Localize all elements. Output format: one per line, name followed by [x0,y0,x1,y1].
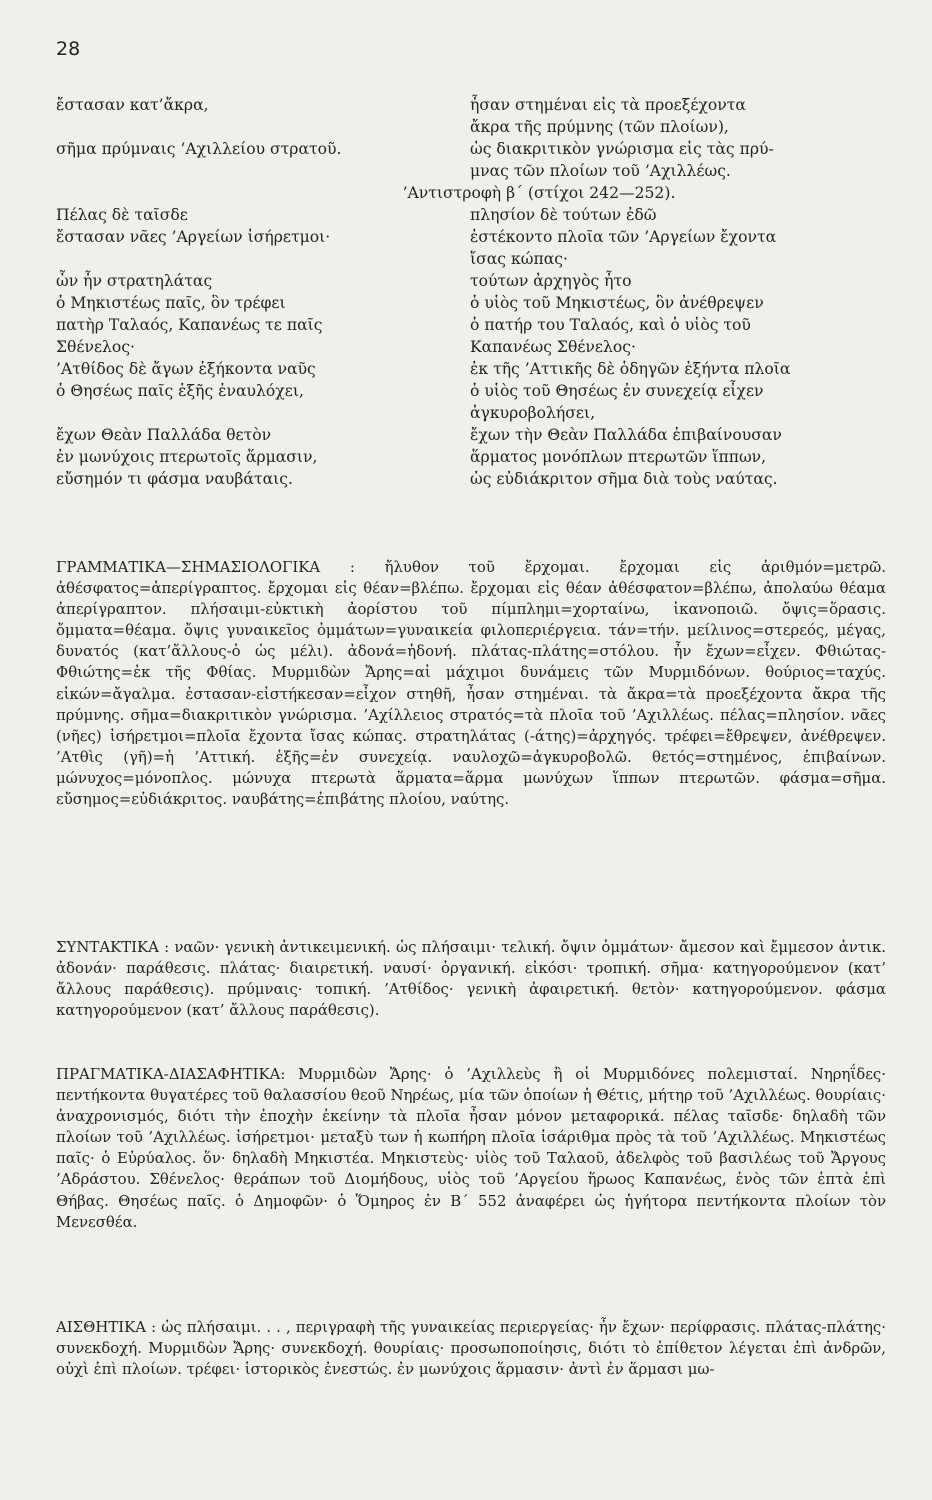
verse-row [56,446,902,468]
aisthitika-text: ὡς πλήσαιμι. . . , περιγραφὴ τῆς γυναικείας περιεργείας· ἦν ἔχων· περίφρασις. πλάτας-πλάτης· συνεκδοχή. Μυρμιδὼν Ἄρης· συνεκδοχή. θουρίαις· προσωποποίησις, διότι τὸ ἐπίθετον λέγεται ἐπὶ ἀνδρῶν, οὐχὶ ἐπὶ πλοίων. τρέφει· ἱστορικὸς ἐνεστώς. ἐν μωνύχοις ἅρμασιν· ἀντὶ ἐν ἅρμασι μω- [56,1318,887,1379]
translation-line: τούτων ἀρχηγὸς ἦτο [470,272,632,290]
original-verse-line: ἔστασαν νᾶες ’Αργείων ἰσήρετμοι· [56,228,331,246]
strophe-lines: (στίχοι 242—252). [527,184,676,202]
translation-line: ἀγκυροβολήσει, [470,404,596,422]
original-verse-line: ἔχων Θεὰν Παλλάδα θετὸν [56,426,272,444]
verse-row [56,138,902,160]
syntaktika-title: ΣΥΝΤΑΚΤΙΚΑ : [56,938,170,956]
translation-line: ὁ πατήρ του Ταλαός, καὶ ὁ υἱὸς τοῦ [470,316,751,334]
verse-row [56,248,902,270]
translation-line: ἦσαν στημέναι εἰς τὰ προεξέχοντα [470,96,746,114]
original-verse-line: πατὴρ Ταλαός, Καπανέως τε παῖς [56,316,323,334]
original-verse-line: ’Ατθίδος δὲ ἄγων ἑξήκοντα ναῦς [56,360,316,378]
translation-line: ὁ υἱὸς τοῦ Θησέως ἐν συνεχείᾳ εἶχεν [470,382,764,400]
original-verse-line [56,160,470,182]
translation-line: ἔχων τὴν Θεὰν Παλλάδα ἐπιβαίνουσαν [470,426,782,444]
verse-row [56,160,902,182]
aisthitika-section [56,1317,886,1380]
verse-row [56,292,902,314]
verse-row [56,380,902,402]
translation-line: ἐστέκοντο πλοῖα τῶν ’Αργείων ἔχοντα [470,228,777,246]
verse-row [56,116,902,138]
verse-row [56,94,902,116]
page-number: 28 [56,38,81,60]
original-verse-line [56,116,470,138]
grammatika-title: ΓΡΑΜΜΑΤΙΚΑ—ΣΗΜΑΣΙΟΛΟΓΙΚΑ : [56,558,355,576]
translation-line: ἅρματος μονόπλων πτερωτῶν ἵππων, [470,448,767,466]
original-verse-line: σῆμα πρύμναις ’Αχιλλείου στρατοῦ. [56,140,342,158]
original-verse-line: εὔσημόν τι φάσμα ναυβάταις. [56,470,293,488]
verse-row [56,358,902,380]
translation-line: μνας τῶν πλοίων τοῦ ’Αχιλλέως. [470,162,731,180]
original-verse-line: ὁ Μηκιστέως παῖς, ὃν τρέφει [56,294,286,312]
original-verse-line: ἐν μωνύχοις πτερωτοῖς ἅρμασιν, [56,448,318,466]
original-verse-line: Σθένελος· [56,338,136,356]
translation-line: ἴσας κώπας· [470,250,568,268]
original-verse-line: ὧν ἦν στρατηλάτας [56,272,213,290]
pragmatika-title: ΠΡΑΓΜΑΤΙΚΑ-ΔΙΑΣΑΦΗΤΙΚΑ: [56,1065,286,1083]
grammatika-section [56,557,886,810]
original-verse-line: ἔστασαν κατ’ἄκρα, [56,96,209,114]
translation-line: πλησίον δὲ τούτων ἐδῶ [470,206,657,224]
verse-row [56,468,902,490]
original-verse-line: Πέλας δὲ ταῖσδε [56,206,188,224]
verse-row [56,336,902,358]
verse-row [56,424,902,446]
translation-line: ἄκρα τῆς πρύμνης (τῶν πλοίων), [470,118,729,136]
original-verse-line [56,248,470,270]
original-verse-line [56,402,470,424]
aisthitika-title: ΑΙΣΘΗΤΙΚΑ : [56,1318,157,1336]
syntaktika-section [56,937,886,1021]
translation-line: Καπανέως Σθένελος· [470,338,636,356]
verse-row [56,226,902,248]
verse-row [56,270,902,292]
verse-row [56,402,902,424]
grammatika-text: ἤλυθον τοῦ ἔρχομαι. ἔρχομαι εἰς ἀριθμόν=μετρῶ. ἀθέσφατος=ἀπερίγραπτος. ἔρχομαι εἰς θέαν=βλέπω. ἔρχομαι εἰς θέαν ἀθέσφατον=βλέπω, ἀπολαύω θέαμα ἀπερίγραπτον. πλήσαιμι-εὐκτικὴ ἀορίστου τοῦ πίμπλημι=χορταίνω, ἱκανοποιῶ. ὄψις=ὅρασις. ὄμματα=θέαμα. ὄψις γυναικεῖος ὀμμάτων=γυναικεία φιλοπεριέργεια. τάν=τήν. μείλινος=στερεός, μέγας, δυνατός (κατ’ἄλλους-ὁ ὡς μέλι). ἀδονά=ἡδονή. πλάτας-πλάτης=στόλου. ἦν ἔχων=εἶχεν. Φθιώτας-Φθιώτης=ἐκ τῆς Φθίας. Μυρμιδὼν Ἄρης=αἱ μάχιμοι δυνάμεις τῶν Μυρμιδόνων. θούριος=ταχύς. εἰκών=ἄγαλμα. ἐστασαν-εἰστήκεσαν=εἶχον στηθῆ, ἦσαν στημέναι. τὰ ἄκρα=τὰ προεξέχοντα ἄκρα τῆς πρύμνης. σῆμα=διακριτικὸν γνώρισμα. ’Αχίλλειος στρατός=τὰ πλοῖα τοῦ ’Αχιλλέως. πέλας=πλησίον. νᾶες (νῆες) ἰσήρετμοι=πλοῖα ἔχοντα ἴσας κώπας. στρατηλάτας (-άτης)=ἀρχηγός. τρέφει=ἔθρεψεν, ἀνέθρεψεν. ’Ατθὶς (γῆ)=ἡ ’Αττική. ἑξῆς=ἐν συνεχείᾳ. ναυλοχῶ=ἀγκυροβολῶ. θετός=στημένος, ἐπιβαίνων. μώνυχος=μόνοπλος. μώνυχα πτερωτὰ ἅρματα=ἅρμα μωνύχων ἵππων πτερωτῶν. φάσμα=σῆμα. εὔσημος=εὐδιάκριτος. ναυβάτης=ἐπιβάτης πλοίου, ναύτης. [56,558,887,809]
original-verse-line: ὁ Θησέως παῖς ἑξῆς ἐναυλόχει, [56,382,304,400]
translation-line: ὡς διακριτικὸν γνώρισμα εἰς τὰς πρύ- [470,140,774,158]
translation-line: ὁ υἱὸς τοῦ Μηκιστέως, ὃν ἀνέθρεψεν [470,294,764,312]
verse-row [56,314,902,336]
verse-translation-block [56,94,902,490]
strophe-heading [56,182,902,204]
verse-row [56,204,902,226]
pragmatika-section [56,1064,886,1233]
translation-line: ἐκ τῆς ’Αττικῆς δὲ ὁδηγῶν ἑξήντα πλοῖα [470,360,791,378]
translation-line: ὡς εὐδιάκριτον σῆμα διὰ τοὺς ναύτας. [470,470,778,488]
syntaktika-text: ναῶν· γενικὴ ἀντικειμενική. ὡς πλήσαιμι· τελική. ὄψιν ὀμμάτων· ἄμεσον καὶ ἔμμεσον ἀντικ. ἀδονάν· παράθεσις. πλάτας· διαιρετική. ναυσί· ὀργανική. εἰκόσι· τροπική. σῆμα· κατηγορούμενον (κατ’ ἄλλους παράθεσις). πρύμναις· τοπική. ’Ατθίδος· γενικὴ ἀφαιρετική. θετὸν· κατηγορούμενον. φάσμα κατηγορούμενον (κατ’ ἄλλους παράθεσις). [56,938,887,1020]
strophe-label: ’Αντιστροφὴ β΄ [402,184,523,202]
pragmatika-text: Μυρμιδὼν Ἄρης· ὁ ’Αχιλλεὺς ἢ οἱ Μυρμιδόνες πολεμισταί. Νηρηΐδες· πεντήκοντα θυγατέρες τοῦ θαλασσίου θεοῦ Νηρέως, μία τῶν ὁποίων ἡ Θέτις, μήτηρ τοῦ ’Αχιλλέως. θουρίαις· ἀναχρονισμός, διότι τὴν ἐποχὴν ἐκείνην τὰ πλοῖα ἦσαν μόνον μεταφορικά. πέλας ταῖσδε· δηλαδὴ τῶν πλοίων τοῦ ’Αχιλλέως. ἰσήρετμοι· μεταξὺ των ἡ κωπήρη πλοῖα ἰσάριθμα πρὸς τὰ τοῦ ’Αχιλλέως. Μηκιστέως παῖς· ὁ Εὐρύαλος. ὅν· δηλαδὴ Μηκιστέα. Μηκιστεὺς· υἱὸς τοῦ Ταλαοῦ, ἀδελφὸς τοῦ βασιλέως τοῦ Ἄργους ’Αδράστου. Σθένελος· θεράπων τοῦ Διομήδους, υἱὸς τοῦ ’Αργείου ἥρωος Καπανέως, ἑνὸς τῶν ἑπτὰ ἐπὶ Θήβας. Θησέως παῖς. ὁ Δημοφῶν· ὁ Ὅμηρος ἐν Β΄ 552 ἀναφέρει ὡς ἡγήτορα πεντήκοντα πλοίων τὸν Μενεσθέα. [56,1065,887,1231]
